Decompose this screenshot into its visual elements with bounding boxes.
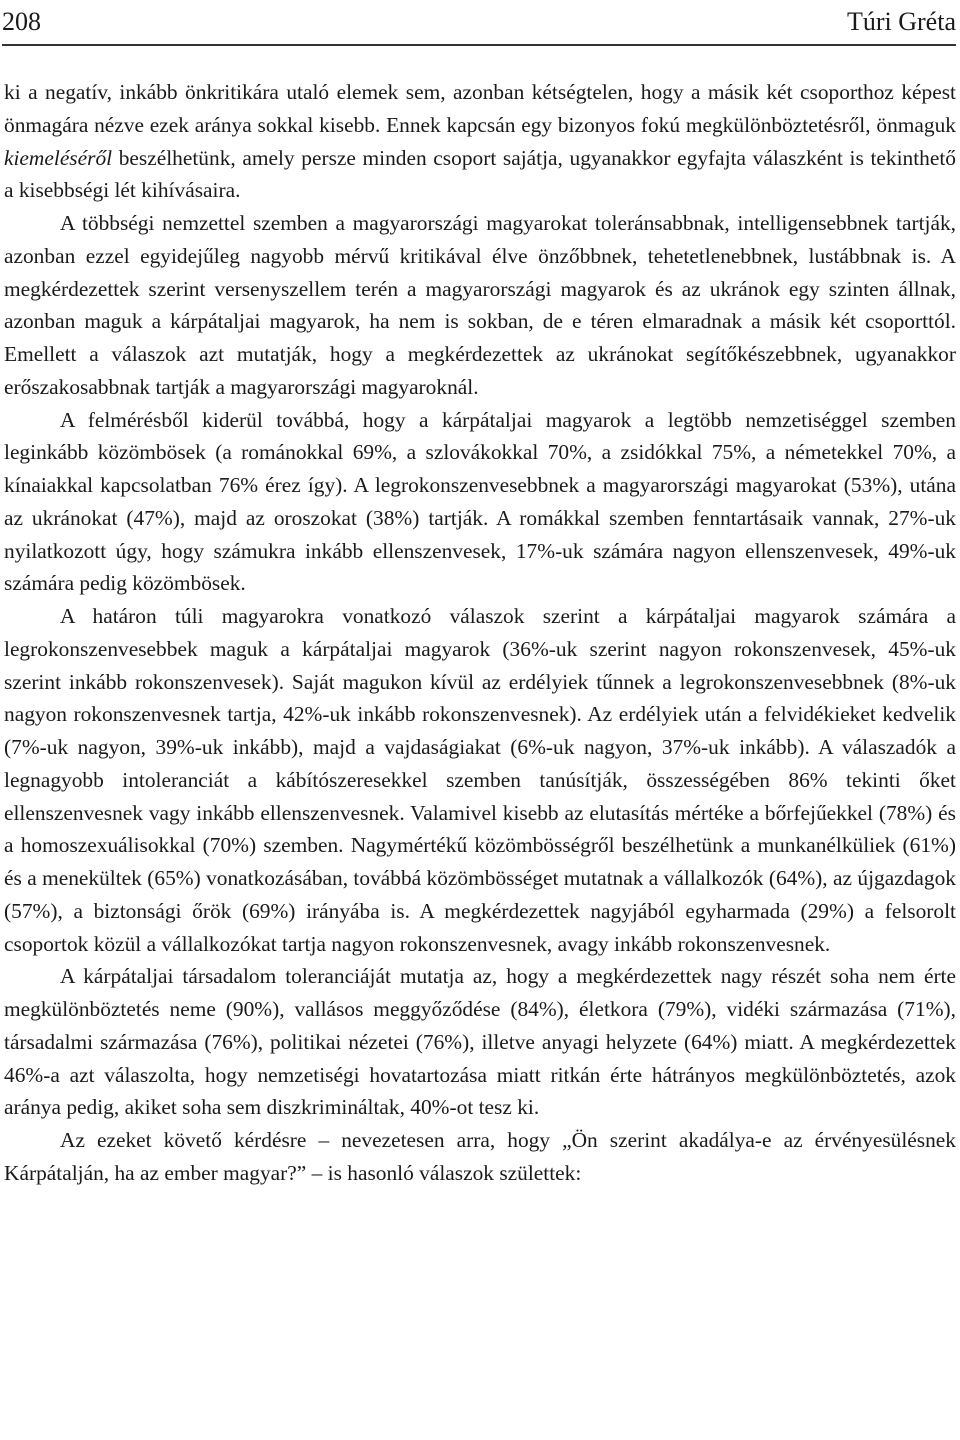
paragraph-1-after: beszélhetünk, amely persze minden csoport sajátja, ugyanakkor egyfajta válaszként is tekinthető a kisebbségi lét kihívásaira. — [4, 145, 956, 203]
paragraph-4: A határon túli magyarokra vonatkozó válaszok szerint a kárpátaljai magyarok számára a legrokonszenvesebbek maguk a kárpátaljai magyarok (36%-uk szerint nagyon rokonszenvesek, 45%-uk szerint inkább rokonszenvesek). Saját magukon kívül az erdélyiek tűnnek a legrokonszenvesebbnek (8%-uk nagyon rokonszenvesnek tartja, 42%-uk inkább rokonszenvesnek). Az erdélyiek után a felvidékieket kedvelik (7%-uk nagyon, 39%-uk inkább), majd a vajdaságiakat (6%-uk nagyon, 37%-uk inkább). A válaszadók a legnagyobb intoleranciát a kábítószeresekkel szemben tanúsítják, összességében 86% tekinti őket ellenszenvesnek vagy inkább ellenszenvesnek. Valamivel kisebb az elutasítás mértéke a bőrfejűekkel (78%) és a homoszexuálisokkal (70%) szemben. Nagymértékű közömbösségről beszélhetünk a munkanélküliek (61%) és a menekültek (65%) vonatkozásában, továbbá közömbösséget mutatnak a vállalkozók (64%), az újgazdagok (57%), a biztonsági őrök (69%) irányába is. A megkérdezettek nagyjából egyharmada (29%) a felsorolt csoportok közül a vállalkozókat tartja nagyon rokonszenvesnek, avagy inkább rokonszenvesnek. — [4, 604, 956, 956]
paragraph-3: A felmérésből kiderül továbbá, hogy a kárpátaljai magyarok a legtöbb nemzetiséggel szemben leginkább közömbösek (a románokkal 69%, a szlovákokkal 70%, a zsidókkal 75%, a németekkel 70%, a kínaiakkal kapcsolatban 76% érez így). A legrokonszenvesebbnek a magyarországi magyarokat (53%), utána az ukránokat (47%), majd az oroszokat (38%) tartják. A romákkal szemben fenntartásaik vannak, 27%-uk nyilatkozott úgy, hogy számukra inkább ellenszenvesek, 17%-uk számára nagyon ellenszenvesek, 49%-uk számára pedig közömbösek. — [4, 407, 956, 596]
paragraph-1 — [4, 76, 956, 207]
running-head — [2, 0, 956, 46]
body-text — [4, 76, 956, 1190]
paragraph-2: A többségi nemzettel szemben a magyarországi magyarokat toleránsabbnak, intelligensebbnek tartják, azonban ezzel egyidejűleg nagyobb mérvű kritikával élve önzőbbnek, tehetetlenebbnek, lustábbnak is. A megkérdezettek szerint versenyszellem terén a magyarországi magyarok és az ukránok egy szinten állnak, azonban maguk a kárpátaljai magyarok, ha nem is sokban, de e téren elmaradnak a másik két csoporttól. Emellett a válaszok azt mutatják, hogy a megkérdezettek az ukránokat segítőkészebbnek, ugyanakkor erőszakosabbnak tartják a magyarországi magyaroknál. — [4, 211, 956, 399]
paragraph-5: A kárpátaljai társadalom toleranciáját mutatja az, hogy a megkérdezettek nagy részét soha nem érte megkülönböztetés neme (90%), vallásos meggyőződése (84%), életkora (79%), vidéki származása (71%), társadalmi származása (76%), politikai nézetei (76%), illetve anyagi helyzete (64%) miatt. A megkérdezettek 46%-a azt válaszolta, hogy nemzetiségi hovatartozása miatt ritkán érte hátrányos megkülönböztetés, azok aránya pedig, akiket soha sem diszkrimináltak, 40%-ot tesz ki. — [4, 964, 956, 1120]
paragraph-6: Az ezeket követő kérdésre – nevezetesen arra, hogy „Ön szerint akadálya-e az érvényesülésnek Kárpátalján, ha az ember magyar?” – is hasonló válaszok születtek: — [4, 1128, 956, 1185]
page-number: 208 — [2, 7, 41, 36]
emphasis-kiemeleserol: kiemeléséről — [4, 145, 113, 170]
paragraph-1-before: ki a negatív, inkább önkritikára utaló elemek sem, azonban kétségtelen, hogy a másik két csoporthoz képest önmagára nézve ezek aránya sokkal kisebb. Ennek kapcsán egy bizonyos fokú megkülönböztetésről, önmaguk — [4, 80, 956, 137]
running-head-author: Túri Gréta — [846, 7, 956, 36]
